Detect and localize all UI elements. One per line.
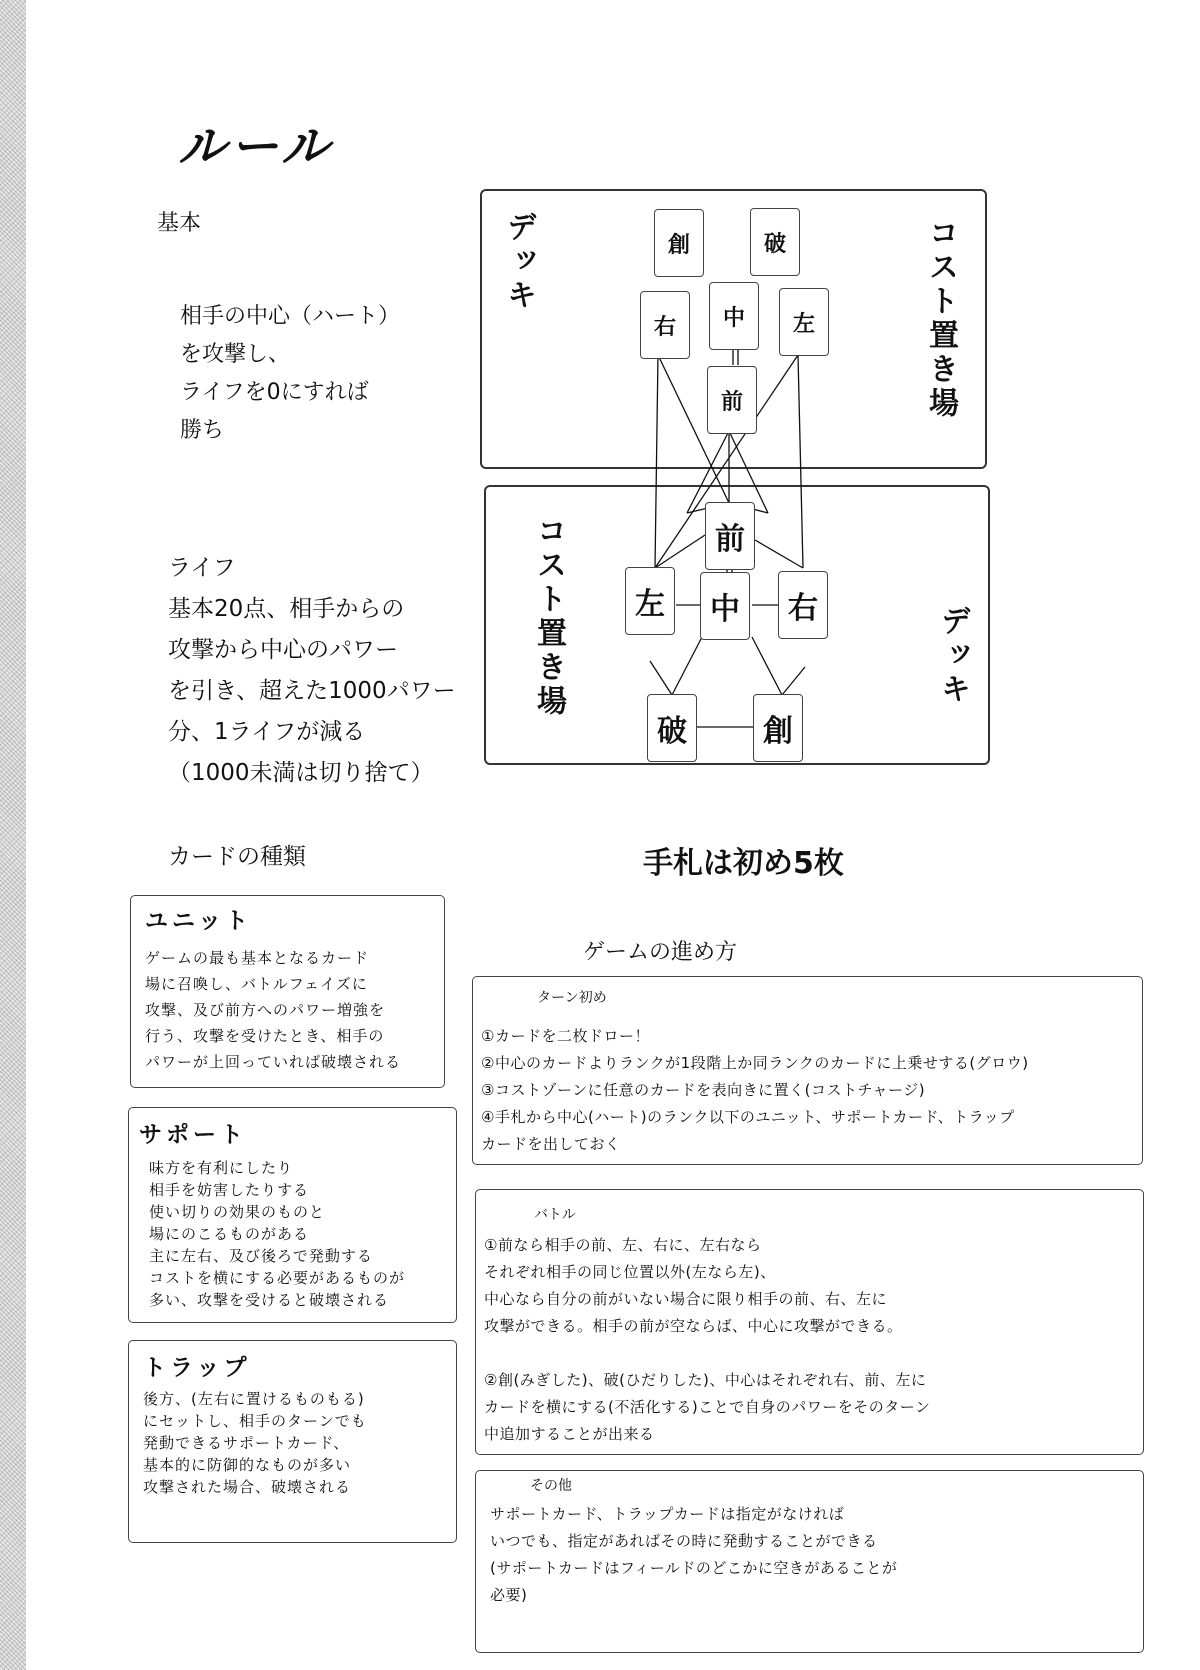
player-slot-center: 中 — [700, 572, 750, 640]
flow-line: ②中心のカードよりランクが1段階上か同ランクのカードに上乗せする(グロウ) — [481, 1054, 1029, 1072]
card-type-line: 主に左右、及び後ろで発動する — [149, 1247, 373, 1265]
card-type-line: ゲームの最も基本となるカード — [145, 949, 370, 967]
player-slot-front: 前 — [705, 502, 755, 570]
flow-line: ④手札から中心(ハート)のランク以下のユニット、サポートカード、トラップ — [481, 1108, 1015, 1126]
basic-line: ライフを0にすれば — [180, 380, 369, 405]
opponent-slot-create: 創 — [654, 209, 704, 277]
game-flow-heading: ゲームの進め方 — [583, 940, 738, 965]
flow-line: ①前なら相手の前、左、右に、左右なら — [484, 1236, 762, 1254]
card-type-line: 場にのこるものがある — [149, 1225, 310, 1243]
hand-note: 手札は初め5枚 — [643, 846, 844, 881]
card-type-support — [128, 1107, 457, 1323]
page-edge-texture — [0, 0, 26, 1670]
basic-text — [180, 298, 400, 450]
player-slot-create: 創 — [753, 694, 803, 762]
flow-line — [484, 1340, 1137, 1367]
flow-line: いつでも、指定があればその時に発動することができる — [490, 1532, 878, 1550]
flow-line: 攻撃ができる。相手の前が空ならば、中心に攻撃ができる。 — [484, 1317, 903, 1335]
flow-line: 必要) — [490, 1586, 528, 1604]
card-type-line: 攻撃された場合、破壊される — [143, 1478, 352, 1496]
card-types-heading: カードの種類 — [168, 844, 306, 870]
opponent-cost-label: コスト置き場 — [923, 217, 958, 421]
opponent-deck-label: デッキ — [501, 211, 536, 313]
card-type-line: 味方を有利にしたり — [149, 1159, 294, 1177]
card-type-line: 相手を妨害したりする — [149, 1181, 310, 1199]
opponent-slot-front: 前 — [707, 366, 757, 434]
player-slot-right: 右 — [778, 571, 828, 639]
flow-line: ②創(みぎした)、破(ひだりした)、中心はそれぞれ右、前、左に — [484, 1371, 927, 1389]
basic-line: を攻撃し、 — [180, 342, 291, 367]
card-type-line: 使い切りの効果のものと — [149, 1203, 326, 1221]
flow-line: それぞれ相手の同じ位置以外(左なら左)、 — [484, 1263, 776, 1281]
life-line: ライフ — [168, 555, 236, 581]
player-slot-destroy: 破 — [647, 694, 697, 762]
life-line: 攻撃から中心のパワー — [168, 637, 398, 663]
basic-heading: 基本 — [157, 211, 202, 236]
flow-turn-start — [472, 976, 1143, 1165]
flow-line: ①カードを二枚ドロー！ — [481, 1027, 650, 1045]
opponent-slot-left: 左 — [779, 288, 829, 356]
card-type-line: コストを横にする必要があるものが — [149, 1269, 406, 1287]
flow-line: 中心なら自分の前がいない場合に限り相手の前、右、左に — [484, 1290, 888, 1308]
player-deck-label: デッキ — [935, 605, 970, 707]
card-type-line: 発動できるサポートカード、 — [143, 1434, 350, 1452]
life-text — [168, 548, 456, 794]
card-type-line: 攻撃、及び前方へのパワー増強を — [145, 1001, 386, 1019]
flow-line: サポートカード、トラップカードは指定がなければ — [490, 1505, 845, 1523]
opponent-slot-right: 右 — [640, 291, 690, 359]
flow-line: 中追加することが出来る — [484, 1425, 655, 1443]
card-type-unit — [130, 895, 445, 1088]
life-line: を引き、超えた1000パワー — [168, 678, 456, 704]
flow-line: カードを横にする(不活化する)ことで自身のパワーをそのターン — [484, 1398, 931, 1416]
card-type-line: 基本的に防御的なものが多い — [143, 1456, 352, 1474]
flow-battle — [475, 1189, 1144, 1455]
card-type-line: 場に召喚し、バトルフェイズに — [145, 975, 368, 993]
card-type-line: パワーが上回っていれば破壊される — [145, 1053, 402, 1071]
life-line: （1000未満は切り捨て） — [168, 760, 434, 786]
card-type-line: 行う、攻撃を受けたとき、相手の — [145, 1027, 385, 1045]
opponent-slot-center: 中 — [709, 282, 759, 350]
basic-line: 勝ち — [180, 418, 225, 443]
flow-other — [475, 1470, 1144, 1653]
player-cost-label: コスト置き場 — [531, 515, 566, 719]
flow-line: (サポートカードはフィールドのどこかに空きがあることが — [490, 1559, 898, 1577]
page-title: ルール — [178, 119, 334, 175]
card-type-name: ユニット — [145, 907, 253, 934]
life-line: 分、1ライフが減る — [168, 719, 366, 745]
player-slot-left: 左 — [625, 567, 675, 635]
card-type-line: 後方、(左右に置けるものもる) — [143, 1390, 365, 1408]
card-type-name: トラップ — [143, 1354, 251, 1381]
life-line: 基本20点、相手からの — [168, 596, 405, 622]
flow-line: カードを出しておく — [481, 1135, 621, 1153]
flow-section-title: その他 — [530, 1478, 572, 1494]
flow-section-title: バトル — [534, 1207, 576, 1223]
flow-section-title: ターン初め — [537, 990, 607, 1006]
card-type-line: 多い、攻撃を受けると破壊される — [149, 1291, 390, 1309]
card-type-name: サポート — [139, 1121, 247, 1148]
opponent-slot-destroy: 破 — [750, 208, 800, 276]
basic-line: 相手の中心（ハート） — [180, 304, 401, 329]
flow-line: ③コストゾーンに任意のカードを表向きに置く(コストチャージ) — [481, 1081, 926, 1099]
card-type-line: にセットし、相手のターンでも — [143, 1412, 367, 1430]
card-type-trap — [128, 1340, 457, 1543]
board-diagram — [500, 195, 1060, 815]
